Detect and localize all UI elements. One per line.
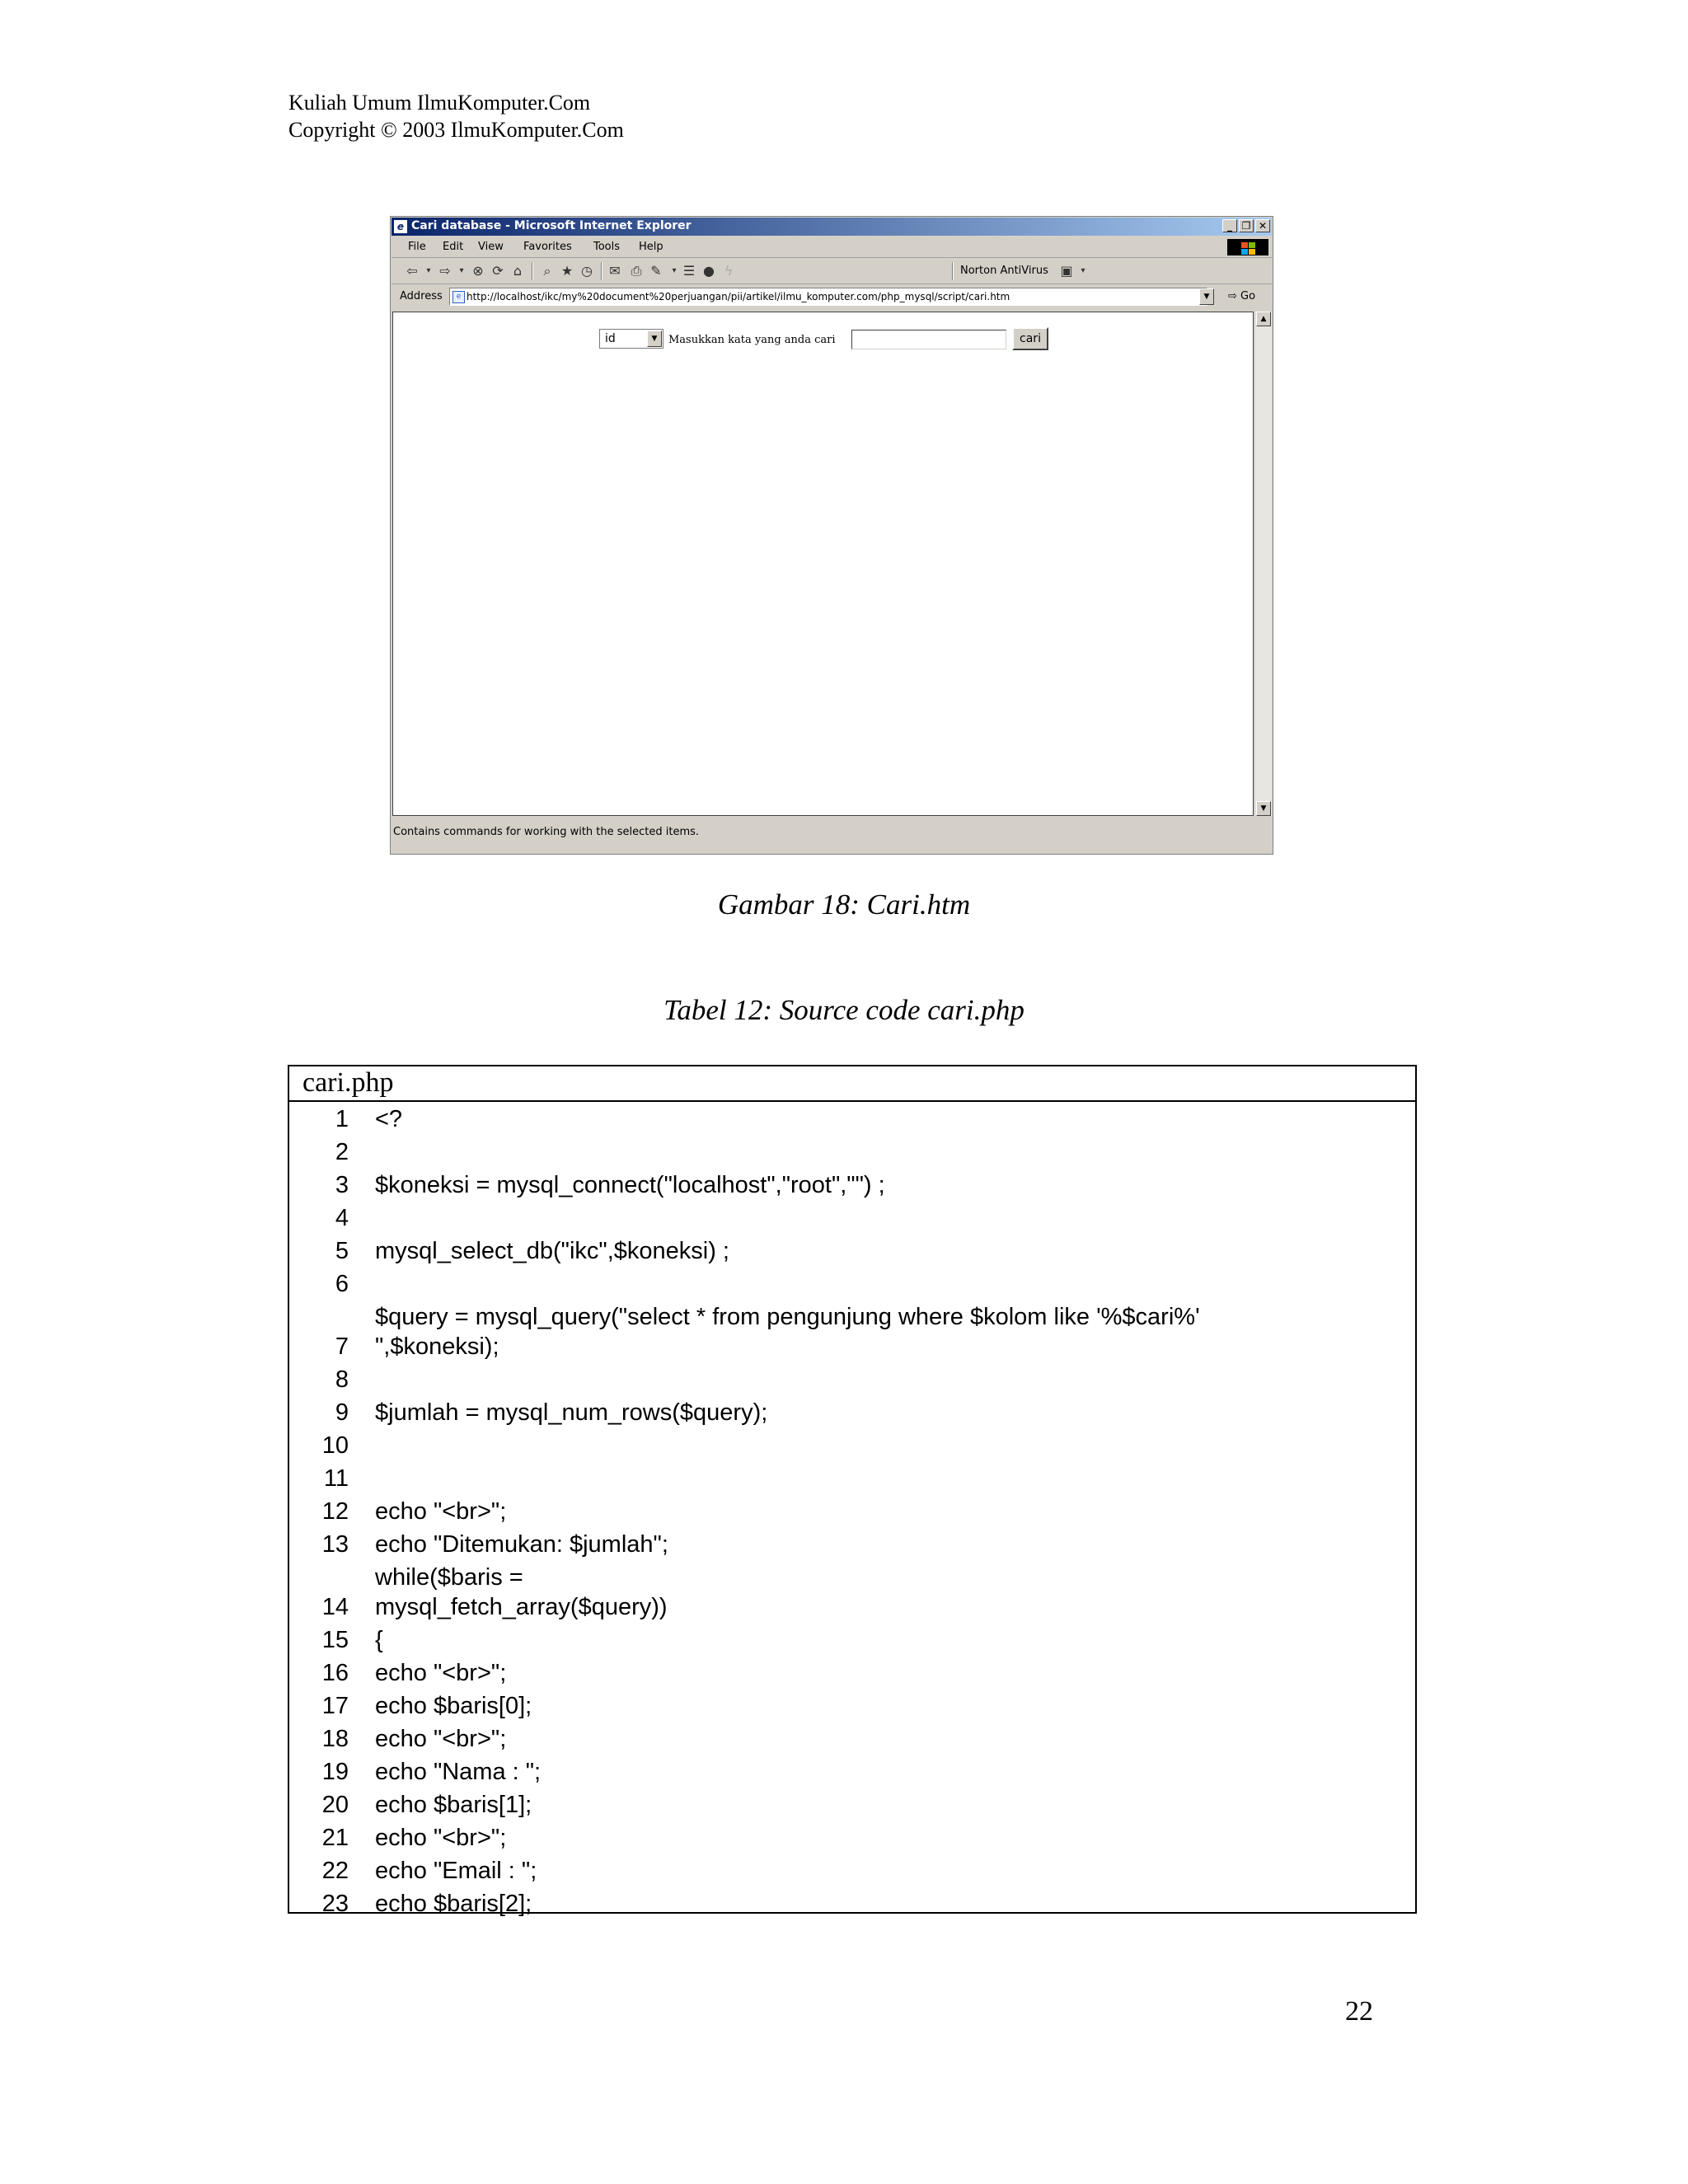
- page-viewport: [392, 312, 1254, 816]
- browser-screenshot: [390, 216, 1273, 855]
- minimize-button[interactable]: _: [1222, 219, 1237, 232]
- page-number: 22: [1345, 1996, 1373, 2027]
- menu-help[interactable]: Help: [639, 241, 663, 253]
- page-icon: e: [452, 291, 465, 303]
- code-text: echo "Ditemukan: $jumlah";: [375, 1531, 668, 1558]
- lightning-icon[interactable]: ϟ: [724, 263, 734, 279]
- messenger-icon[interactable]: ●: [703, 263, 715, 279]
- status-text: Contains commands for working with the selected items.: [393, 826, 700, 838]
- code-text-continued: mysql_fetch_array($query)): [375, 1594, 668, 1620]
- line-number: 16: [321, 1660, 349, 1686]
- line-number: 18: [321, 1726, 349, 1752]
- go-button[interactable]: ⇨ Go: [1228, 290, 1256, 302]
- line-number: 15: [321, 1627, 349, 1653]
- back-dropdown-icon[interactable]: ▾: [426, 266, 431, 275]
- restore-button[interactable]: ❐: [1239, 219, 1254, 232]
- line-number: 23: [321, 1891, 349, 1917]
- line-number: 14: [321, 1594, 349, 1620]
- code-text: echo "Nama : ";: [375, 1759, 542, 1785]
- code-text: echo $baris[2];: [375, 1891, 532, 1917]
- search-icon[interactable]: ⌕: [543, 263, 551, 279]
- code-text: echo "<br>";: [375, 1726, 507, 1752]
- close-button[interactable]: ✕: [1255, 219, 1270, 232]
- back-icon[interactable]: ⇦: [406, 263, 418, 279]
- norton-dropdown-icon[interactable]: ▾: [1081, 266, 1085, 275]
- chevron-down-icon[interactable]: ▼: [647, 330, 662, 347]
- line-number: 19: [321, 1759, 349, 1785]
- code-text: echo $baris[0];: [375, 1693, 532, 1719]
- address-url: http://localhost/ikc/my%20document%20perjuangan/pii/artikel/ilmu_komputer.com/php_mysql/script/cari.htm: [467, 291, 1010, 302]
- code-text: echo "<br>";: [375, 1660, 507, 1686]
- edit-icon[interactable]: ✎: [650, 263, 662, 279]
- forward-dropdown-icon[interactable]: ▾: [459, 266, 464, 275]
- forward-icon[interactable]: ⇨: [439, 263, 451, 279]
- menu-favorites[interactable]: Favorites: [523, 241, 572, 253]
- line-number: 6: [335, 1271, 349, 1297]
- scroll-down-icon[interactable]: ▼: [1256, 801, 1271, 816]
- status-bar: [392, 821, 1272, 842]
- browser-titlebar: [392, 218, 1272, 236]
- stop-icon[interactable]: ⊗: [472, 263, 484, 279]
- code-text: mysql_select_db("ikc",$koneksi) ;: [375, 1238, 729, 1264]
- menu-file[interactable]: File: [408, 241, 426, 253]
- home-icon[interactable]: ⌂: [513, 263, 523, 279]
- table-caption: Tabel 12: Source code cari.php: [663, 994, 1025, 1026]
- column-select[interactable]: [599, 329, 663, 349]
- go-label: Go: [1240, 290, 1256, 302]
- line-number: 4: [335, 1205, 349, 1231]
- code-text: echo "<br>";: [375, 1825, 507, 1851]
- search-label: Masukkan kata yang anda cari: [668, 334, 836, 346]
- address-input[interactable]: [449, 288, 1207, 306]
- edit-dropdown-icon[interactable]: ▾: [672, 266, 677, 275]
- code-text: echo "Email : ";: [375, 1858, 537, 1884]
- vertical-scrollbar[interactable]: [1255, 312, 1272, 816]
- code-text: echo "<br>";: [375, 1498, 507, 1525]
- menu-tools[interactable]: Tools: [593, 241, 621, 253]
- norton-icon[interactable]: ▣: [1060, 263, 1073, 279]
- toolbar: [392, 259, 1272, 284]
- cari-button[interactable]: cari: [1012, 327, 1048, 350]
- line-number: 9: [335, 1399, 349, 1426]
- code-table-header: cari.php: [289, 1066, 1415, 1102]
- line-number: 13: [321, 1531, 349, 1558]
- header-line-2: Copyright © 2003 IlmuKomputer.Com: [288, 118, 624, 142]
- browser-title: Cari database - Microsoft Internet Explorer: [411, 219, 692, 232]
- code-text: $query = mysql_query("select * from pengunjung where $kolom like '%$cari%': [375, 1304, 1200, 1330]
- line-number: 21: [321, 1825, 349, 1851]
- code-text: while($baris =: [375, 1564, 523, 1591]
- code-text: $jumlah = mysql_num_rows($query);: [375, 1399, 768, 1426]
- ie-logo-icon: e: [394, 220, 407, 233]
- history-icon[interactable]: ◷: [581, 263, 593, 279]
- print-icon[interactable]: ⎙: [631, 263, 642, 279]
- line-number: 22: [321, 1858, 349, 1884]
- discuss-icon[interactable]: ☰: [682, 263, 696, 279]
- line-number: 1: [335, 1106, 349, 1132]
- code-text: {: [375, 1627, 383, 1653]
- figure-caption: Gambar 18: Cari.htm: [717, 888, 971, 921]
- line-number: 3: [335, 1172, 349, 1198]
- menu-bar: [392, 237, 1272, 258]
- refresh-icon[interactable]: ⟳: [492, 263, 504, 279]
- header-line-1: Kuliah Umum IlmuKomputer.Com: [288, 91, 591, 115]
- windows-logo-icon: [1227, 239, 1268, 255]
- line-number: 8: [335, 1366, 349, 1393]
- address-dropdown-icon[interactable]: ▼: [1199, 288, 1214, 305]
- search-input[interactable]: [851, 330, 1006, 349]
- scroll-up-icon[interactable]: ▲: [1256, 312, 1271, 326]
- line-number: 20: [321, 1792, 349, 1818]
- line-number: 10: [321, 1432, 349, 1459]
- code-text: echo $baris[1];: [375, 1792, 532, 1818]
- mail-icon[interactable]: ✉: [609, 263, 621, 279]
- line-number: 7: [335, 1333, 349, 1360]
- menu-edit[interactable]: Edit: [443, 241, 464, 253]
- code-text-continued: ",$koneksi);: [375, 1333, 499, 1360]
- document-header: [288, 89, 624, 143]
- favorites-icon[interactable]: ★: [560, 263, 574, 279]
- line-number: 12: [321, 1498, 349, 1525]
- line-number: 5: [335, 1238, 349, 1264]
- code-table: [288, 1065, 1417, 1917]
- column-select-value: id: [605, 332, 616, 345]
- code-text: $koneksi = mysql_connect("localhost","root","") ;: [375, 1172, 885, 1198]
- line-number: 11: [323, 1465, 349, 1492]
- address-label: Address: [400, 290, 443, 302]
- address-bar: [392, 285, 1272, 308]
- menu-view[interactable]: View: [478, 241, 504, 253]
- line-number: 2: [335, 1139, 349, 1165]
- code-text: <?: [375, 1106, 403, 1132]
- norton-antivirus[interactable]: Norton AntiVirus: [960, 265, 1048, 277]
- line-number: 17: [321, 1693, 349, 1719]
